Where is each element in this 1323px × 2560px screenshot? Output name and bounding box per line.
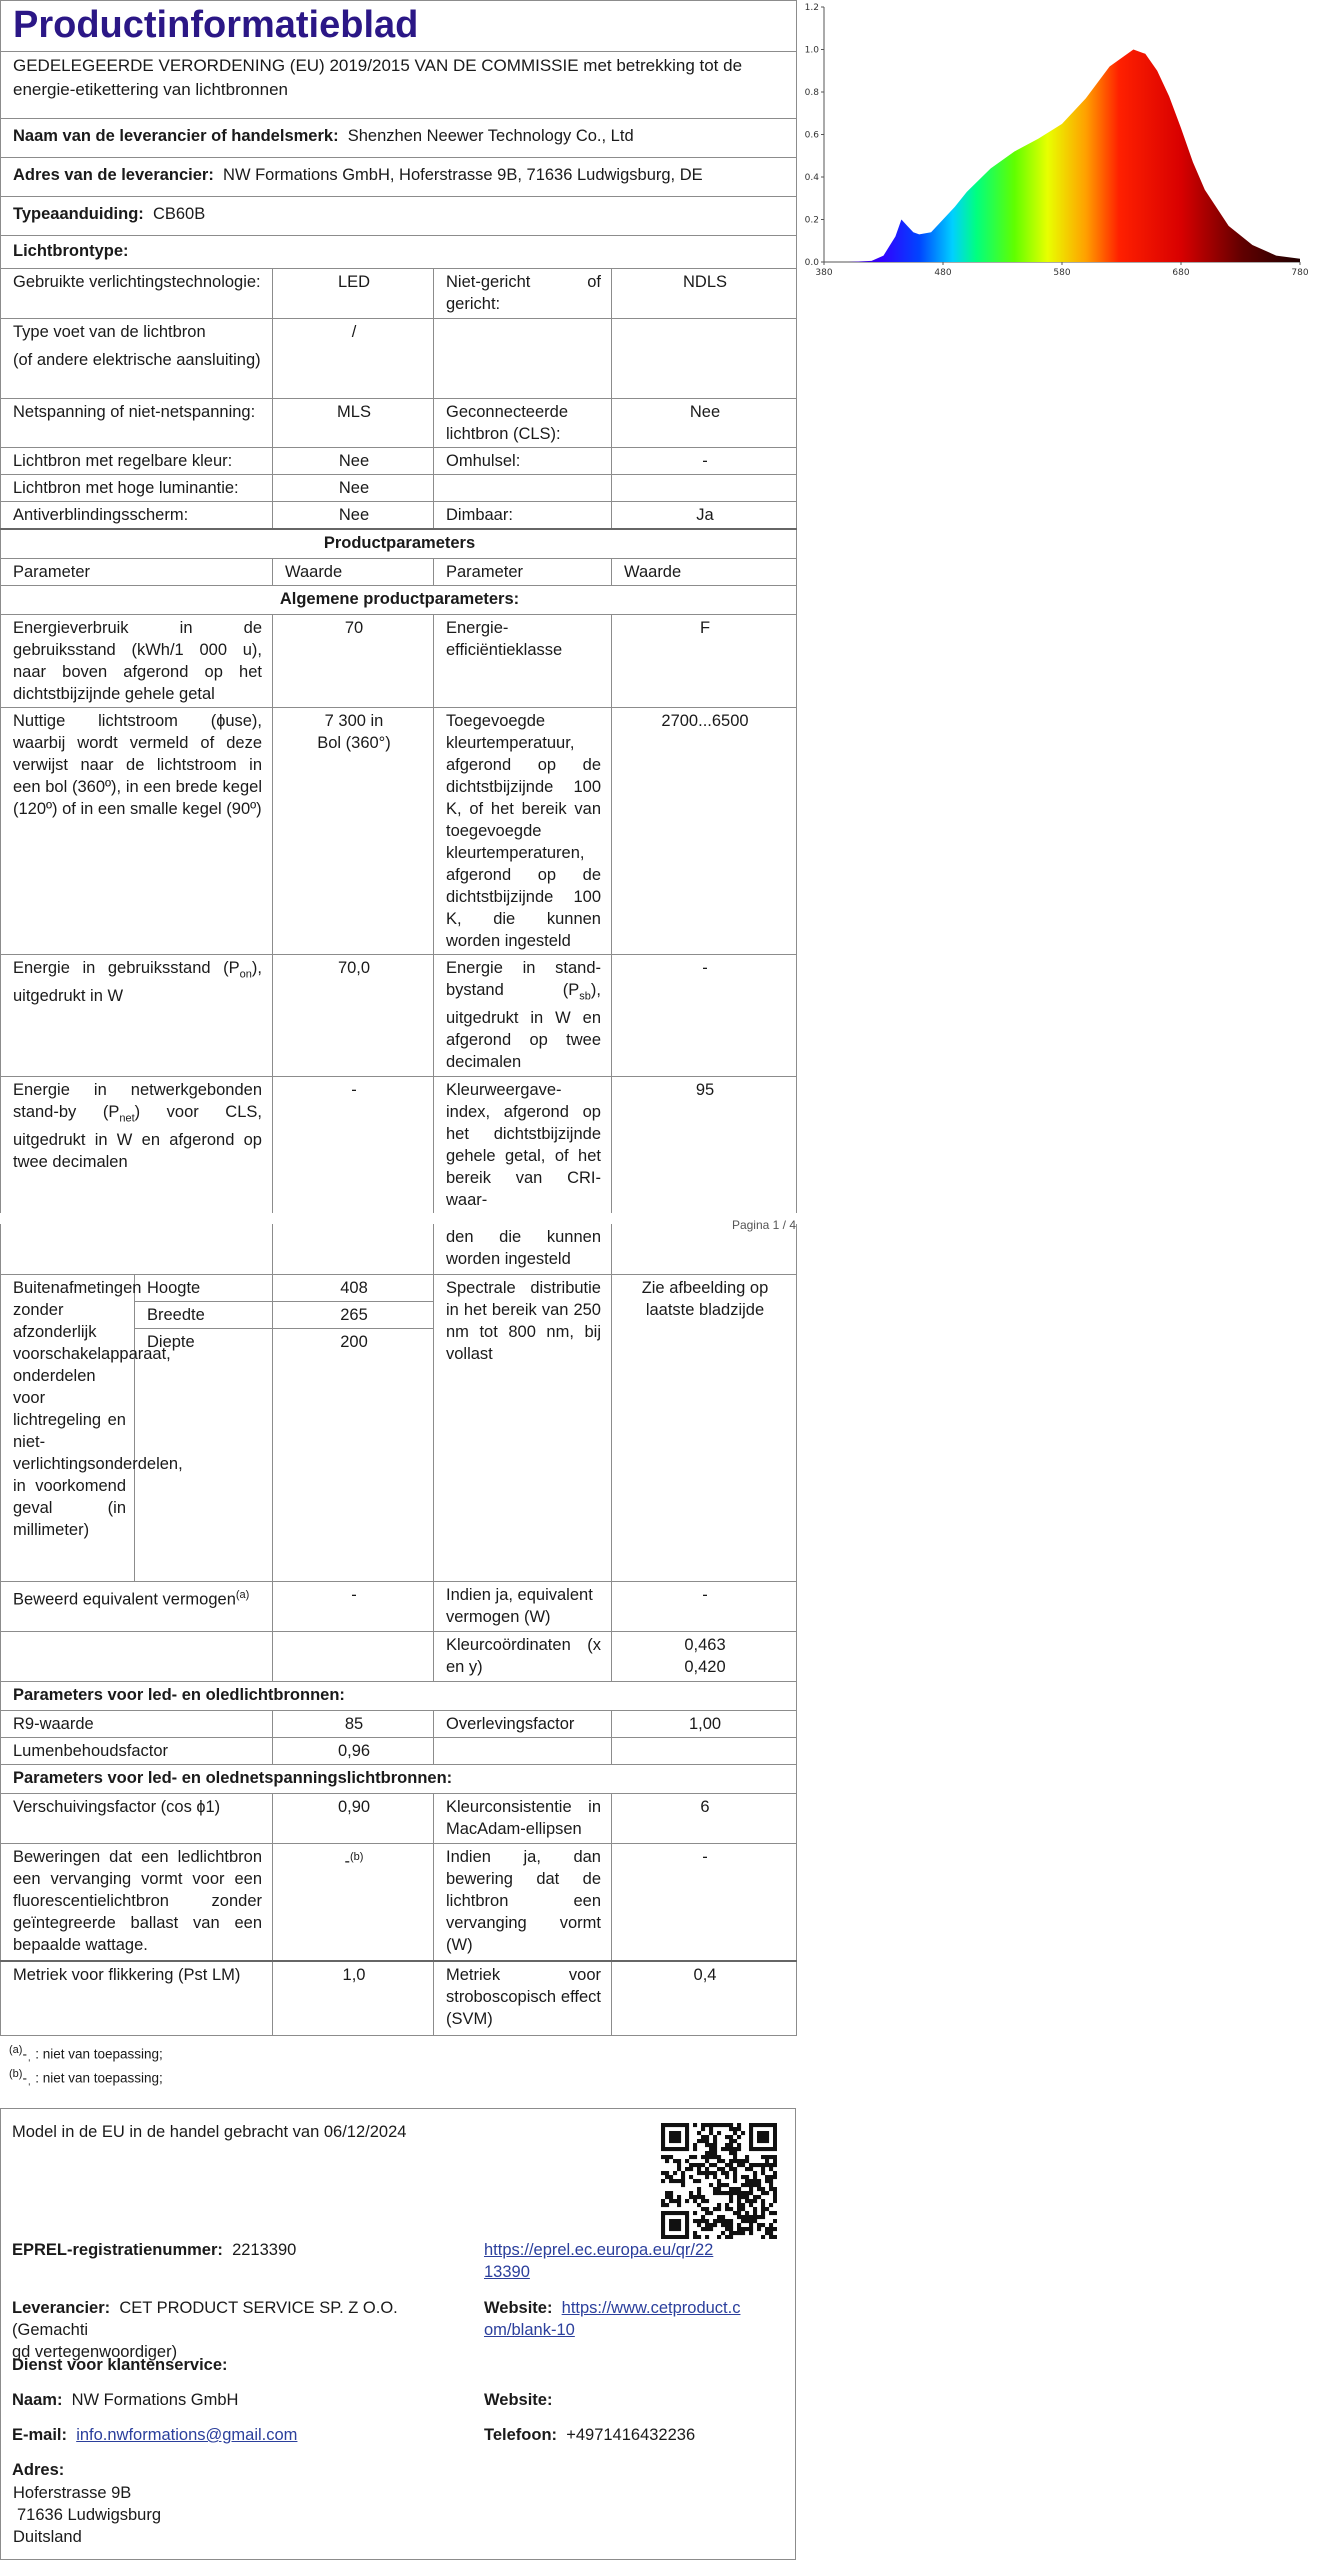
y-tick-label: 0.6 <box>804 130 819 141</box>
empty-cell <box>434 475 612 502</box>
spectrum-area <box>824 50 1300 263</box>
supplier-name-value: Shenzhen Neewer Technology Co., Ltd <box>347 127 634 145</box>
qr-code-icon[interactable] <box>661 2123 777 2239</box>
cap-label <box>1 319 273 399</box>
cap-value: / <box>273 319 434 399</box>
directional-label: Niet-gericht of gericht: <box>434 269 612 319</box>
supplier-name-label: Naam van de leverancier of handelsmerk: <box>13 127 339 145</box>
glare-value: Nee <box>273 502 434 530</box>
displacement-label: Verschuivingsfactor (cos ɸ1) <box>1 1793 273 1843</box>
empty-cell <box>273 1631 434 1681</box>
footnote-a-mark: (a) <box>9 2043 23 2056</box>
empty-cell <box>1 1224 273 1274</box>
survival-value: 1,00 <box>612 1710 797 1737</box>
col-value-header: Waarde <box>273 559 434 586</box>
flicker-value: 1,0 <box>273 1961 434 2035</box>
width-label: Breedte <box>135 1301 273 1328</box>
class-value: F <box>612 615 797 708</box>
cri-value: 95 <box>612 1077 797 1214</box>
eprel-link[interactable] <box>484 2239 713 2283</box>
equiv-w-value: - <box>612 1581 797 1631</box>
pnet-label-text: Energie in netwerkgebonden stand-by (P <box>13 1081 262 1121</box>
info-table <box>0 0 797 1213</box>
x-tick-label: 780 <box>1291 268 1309 278</box>
mains-value: MLS <box>273 399 434 448</box>
website-row <box>484 2297 740 2341</box>
equiv-w-label: Indien ja, equivalent vermogen (W) <box>434 1581 612 1631</box>
empty-cell <box>273 1224 434 1274</box>
pnet-label <box>1 1077 273 1214</box>
psb-label <box>434 955 612 1077</box>
claim-label: Beweringen dat een ledlichtbron een vervanging vormt voor een fluorescentielichtbron zonder geïntegreerde ballast van een bepaalde wattage. <box>1 1843 273 1961</box>
regulation-subtitle: GEDELEGEERDE VERORDENING (EU) 2019/2015 VAN DE COMMISSIE met betrekking tot de energie-etikettering van lichtbronnen <box>1 52 797 119</box>
footnote-b <box>0 2064 796 2089</box>
y-tick-label: 0.2 <box>804 215 819 226</box>
flicker-label: Metriek voor flikkering (Pst LM) <box>1 1961 273 2035</box>
dimmable-label: Dimbaar: <box>434 502 612 530</box>
supplier-address-row <box>1 158 797 197</box>
model-value: CB60B <box>152 205 206 223</box>
x-value: 0,463 <box>684 1635 726 1654</box>
mains-params-title: Parameters voor led- en olednetspanningslichtbronnen: <box>1 1764 797 1793</box>
product-sheet-page-1 <box>0 0 796 1213</box>
xy-label: Kleurcoördinaten (x en y) <box>434 1631 612 1681</box>
macadam-value: 6 <box>612 1793 797 1843</box>
rep-label: Leverancier: <box>12 2299 111 2317</box>
email-link[interactable]: info.nwformations@gmail.com <box>76 2426 298 2444</box>
spd-label: Spectrale distributie in het bereik van 250 nm tot 800 nm, bij vollast <box>434 1274 612 1581</box>
website-label: Website: <box>484 2299 553 2317</box>
pon-label-end: ), uitgedrukt in W <box>13 959 262 1006</box>
y-tick-label: 0.0 <box>804 258 819 268</box>
width-value: 265 <box>273 1301 434 1328</box>
footnote-b-mark: (b) <box>9 2068 23 2080</box>
pon-value: 70,0 <box>273 955 434 1077</box>
r9-value: 85 <box>273 1710 434 1737</box>
survival-label: Overlevingsfactor <box>434 1710 612 1737</box>
email-row <box>12 2424 297 2446</box>
website-link-line2[interactable]: om/blank-10 <box>484 2321 575 2339</box>
general-params-title: Algemene productparameters: <box>1 586 797 615</box>
eprel-reg-value: 2213390 <box>232 2241 297 2259</box>
pnet-label-end: ) voor CLS, uitgedrukt in W en afgerond op twee decimalen <box>13 1103 262 1172</box>
cct-label: Toegevoegde kleurtemperatuur, afgerond op de dichtstbijzijnde 100 K, of het bereik van toegevoegde kleurtemperaturen, afgerond op de dichtstbijzijnde 100 K, die kunnen worden ingesteld <box>434 708 612 955</box>
lumen-label: Lumenbehoudsfactor <box>1 1737 273 1764</box>
service-name-label: Naam: <box>12 2391 63 2409</box>
phone-label: Telefoon: <box>484 2426 558 2444</box>
y-tick-label: 0.4 <box>804 173 819 183</box>
glare-label: Antiverblindingsscherm: <box>1 502 273 530</box>
depth-value: 200 <box>273 1328 434 1581</box>
pon-label <box>1 955 273 1077</box>
pnet-sub: net <box>119 1112 135 1125</box>
colour-label: Lichtbron met regelbare kleur: <box>1 448 273 475</box>
cct-value: 2700...6500 <box>612 708 797 955</box>
cri-label: Kleurweergave-index, afgerond op het dichtstbijzijnde gehele getal, of het bereik van CRI-waar- <box>434 1077 612 1214</box>
empty-cell <box>434 319 612 399</box>
directional-value: NDLS <box>612 269 797 319</box>
svm-label: Metriek voor stroboscopisch effect (SVM) <box>434 1961 612 2035</box>
y-tick-label: 1.2 <box>804 3 819 13</box>
model-row <box>1 197 797 236</box>
eprel-link-line2[interactable]: 13390 <box>484 2263 530 2281</box>
website-link-line1[interactable]: https://www.cetproduct.c <box>561 2299 741 2317</box>
equiv-value: - <box>273 1581 434 1631</box>
flux-value-line1: 7 300 in <box>324 712 384 730</box>
footnote-b-text: -ˌ : niet van toepassing; <box>22 2070 163 2086</box>
x-tick-label: 580 <box>1053 268 1071 278</box>
macadam-label: Kleurconsistentie in MacAdam-ellipsen <box>434 1793 612 1843</box>
spectrum-chart <box>796 0 1323 290</box>
address-line2: 71636 Ludwigsburg <box>17 2506 162 2524</box>
eprel-box <box>0 2108 796 2560</box>
claim-sup: (b) <box>350 1850 364 1863</box>
envelope-value: - <box>612 448 797 475</box>
pnet-value: - <box>273 1077 434 1214</box>
displacement-value: 0,90 <box>273 1793 434 1843</box>
equiv-sup: (a) <box>235 1588 250 1601</box>
cls-label: Geconnecteerde lichtbron (CLS): <box>434 399 612 448</box>
address-line1: Hoferstrasse 9B <box>13 2484 132 2502</box>
product-params-title: Productparameters <box>1 529 797 559</box>
svm-value: 0,4 <box>612 1961 797 2035</box>
x-tick-label: 680 <box>1172 268 1190 278</box>
tech-value: LED <box>273 269 434 319</box>
email-label: E-mail: <box>12 2426 68 2444</box>
eprel-reg-row <box>12 2239 296 2261</box>
col-param-header: Parameter <box>434 559 612 586</box>
y-tick-label: 0.8 <box>804 88 819 98</box>
cri-label-cont: den die kunnen worden ingesteld <box>434 1224 612 1274</box>
colour-value: Nee <box>273 448 434 475</box>
led-params-title: Parameters voor led- en oledlichtbronnen: <box>1 1681 797 1710</box>
supplier-address-value: NW Formations GmbH, Hoferstrasse 9B, 71636 Ludwigsburg, DE <box>223 166 703 184</box>
params-table-continued <box>0 1224 797 2036</box>
height-value: 408 <box>273 1274 434 1301</box>
customer-service-title: Dienst voor klantenservice: <box>12 2356 228 2374</box>
flux-value <box>273 708 434 955</box>
r9-label: R9-waarde <box>1 1710 273 1737</box>
service-website-label: Website: <box>484 2391 553 2409</box>
supplier-address-label: Adres van de leverancier: <box>13 166 214 184</box>
psb-label-text: Energie in stand-bystand (P <box>446 959 601 999</box>
col-value-header: Waarde <box>612 559 797 586</box>
pon-label-text: Energie in gebruiksstand (P <box>13 959 240 977</box>
service-name-value: NW Formations GmbH <box>71 2391 239 2409</box>
rep-value-line1: CET PRODUCT SERVICE SP. Z O.O. (Gemachti <box>12 2299 398 2339</box>
y-tick-label: 1.0 <box>804 45 819 56</box>
phone-value: +4971416432236 <box>566 2426 696 2444</box>
footnote-a-text: -ˌ : niet van toepassing; <box>22 2046 163 2061</box>
energy-value: 70 <box>273 615 434 708</box>
y-value: 0,420 <box>684 1657 726 1676</box>
page-title: Productinformatieblad <box>1 1 797 52</box>
luminance-label: Lichtbron met hoge luminantie: <box>1 475 273 502</box>
eprel-link-line1[interactable]: https://eprel.ec.europa.eu/qr/22 <box>484 2241 714 2259</box>
col-param-header: Parameter <box>1 559 273 586</box>
flux-label: Nuttige lichtstroom (ɸuse), waarbij wordt vermeld of deze verwijst naar de lichtstroom in een bol (360º), in een brede kegel (120º) of in een smalle kegel (90º) <box>1 708 273 955</box>
empty-cell <box>434 1737 612 1764</box>
x-tick-label: 480 <box>934 268 952 278</box>
phone-row <box>484 2424 695 2446</box>
empty-cell <box>612 1224 797 1274</box>
lightsource-type-label: Lichtbrontype: <box>1 236 797 269</box>
rep-value-line2: gd vertegenwoordiger) <box>12 2343 178 2361</box>
empty-cell <box>612 1737 797 1764</box>
flux-value-line2: Bol (360°) <box>317 734 391 752</box>
depth-label: Diepte <box>135 1328 273 1581</box>
class-label: Energie-efficiëntieklasse <box>434 615 612 708</box>
claim-w-label: Indien ja, dan bewering dat de lichtbron een vervanging vormt (W) <box>434 1843 612 1961</box>
empty-cell <box>612 475 797 502</box>
equiv-label-text: Beweerd equivalent vermogen <box>13 1590 236 1608</box>
dimmable-value: Ja <box>612 502 797 530</box>
xy-value <box>612 1631 797 1681</box>
claim-w-value: - <box>612 1843 797 1961</box>
envelope-label: Omhulsel: <box>434 448 612 475</box>
service-name-row <box>12 2389 238 2411</box>
psb-value: - <box>612 955 797 1077</box>
claim-value-text: - <box>344 1852 351 1870</box>
model-label: Typeaanduiding: <box>13 205 144 223</box>
outer-dim-label: Buitenafmetingen zonder afzonderlijk voorschakelapparaat, onderdelen voor lichtregeling en niet-verlichtingsonderdelen, in voorkomend geval (in millimeter) <box>1 1274 135 1581</box>
footnote-a <box>0 2040 796 2065</box>
eprel-reg-label: EPREL-registratienummer: <box>12 2241 223 2259</box>
supplier-name-row <box>1 119 797 158</box>
x-tick-label: 380 <box>815 268 833 278</box>
mains-label: Netspanning of niet-netspanning: <box>1 399 273 448</box>
equiv-label <box>1 1581 273 1631</box>
cls-value: Nee <box>612 399 797 448</box>
cap-label-line2: (of andere elektrische aansluiting) <box>13 351 261 369</box>
pon-sub: on <box>239 968 252 981</box>
cap-label-line1: Type voet van de lichtbron <box>13 323 206 341</box>
luminance-value: Nee <box>273 475 434 502</box>
empty-cell <box>612 319 797 399</box>
empty-cell <box>1 1631 273 1681</box>
address-line3: Duitsland <box>13 2528 82 2546</box>
spd-value: Zie afbeelding op laatste bladzijde <box>612 1274 797 1581</box>
psb-sub: sb <box>579 990 591 1003</box>
lumen-value: 0,96 <box>273 1737 434 1764</box>
tech-label: Gebruikte verlichtingstechnologie: <box>1 269 273 319</box>
page-number: Pagina 1 / 4 <box>731 1218 796 1232</box>
height-label: Hoogte <box>135 1274 273 1301</box>
claim-value <box>273 1843 434 1961</box>
address-label: Adres: <box>12 2461 65 2479</box>
product-sheet-page-2 <box>0 1224 796 2089</box>
psb-label-end: ), uitgedrukt in W en afgerond op twee decimalen <box>446 981 601 1072</box>
placed-on-market: Model in de EU in de handel gebracht van 06/12/2024 <box>12 2123 407 2141</box>
energy-label: Energieverbruik in de gebruiksstand (kWh/1 000 u), naar boven afgerond op het dichtstbijzijnde gehele getal <box>1 615 273 708</box>
